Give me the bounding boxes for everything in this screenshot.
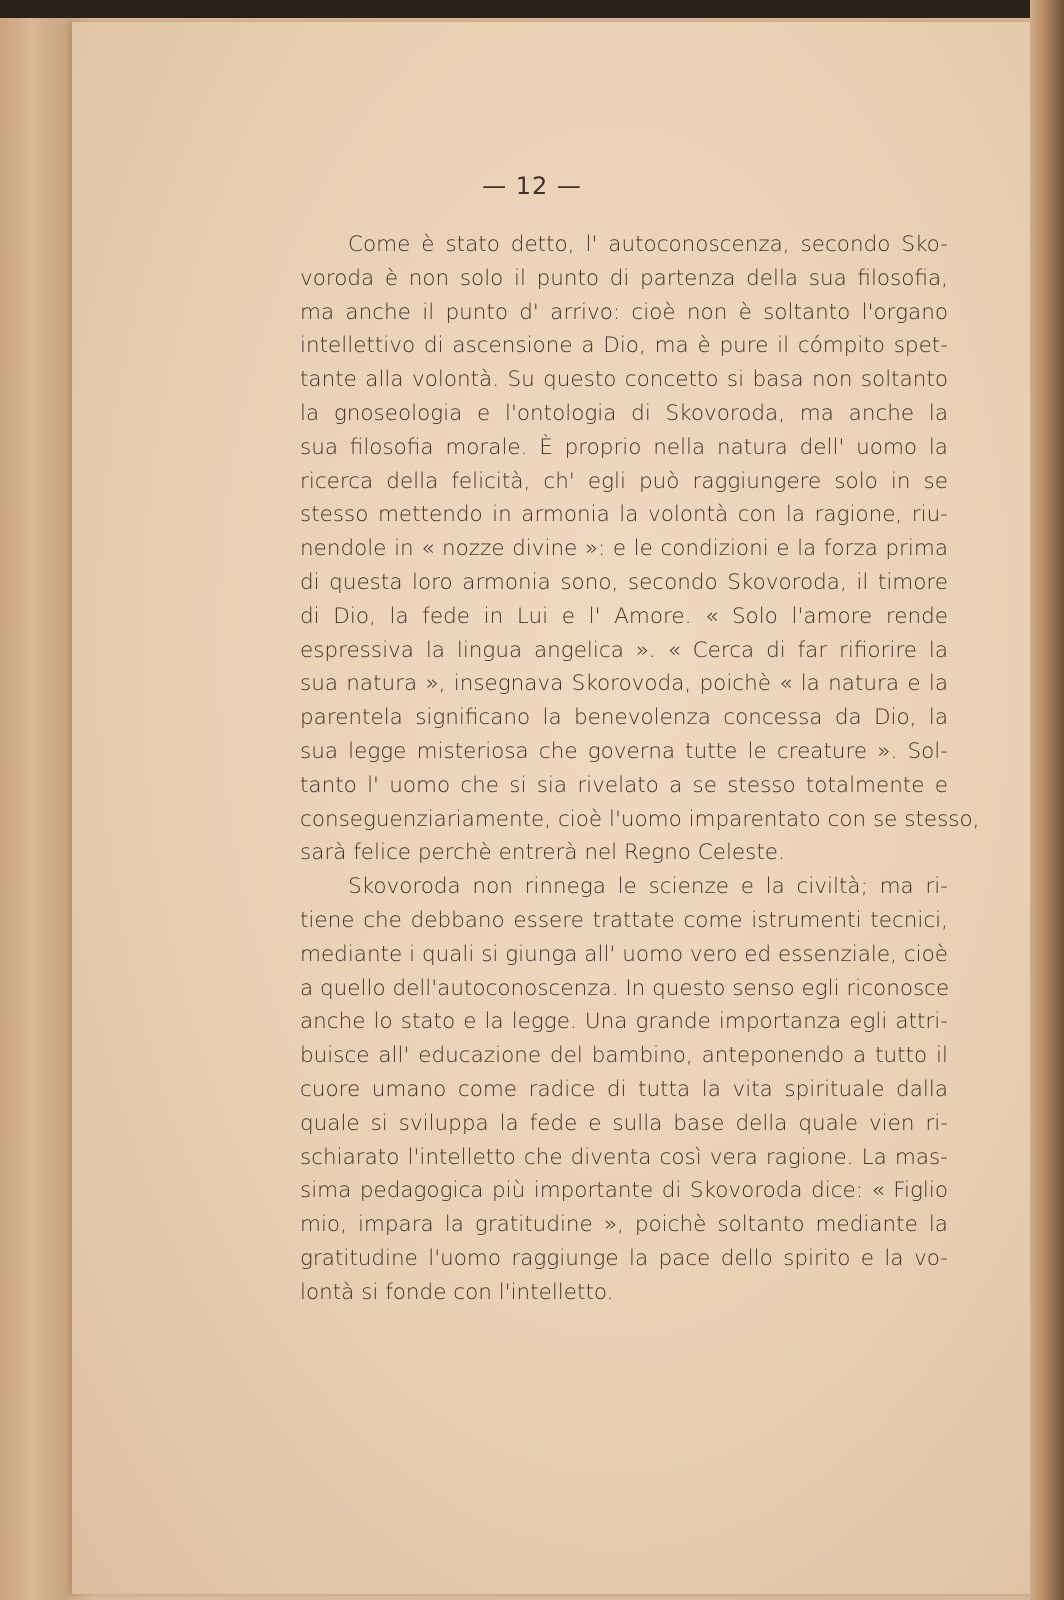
- text-line: buisce all' educazione del bambino, anteponendo a tutto il: [300, 1043, 948, 1069]
- text-line: anche lo stato e la legge. Una grande importanza egli attri-: [300, 1009, 948, 1035]
- text-line: cuore umano come radice di tutta la vita spirituale dalla: [300, 1076, 948, 1102]
- text-line: sima pedagogica più importante di Skovoroda dice: « Figlio: [300, 1178, 948, 1204]
- page-number: — 12 —: [482, 172, 582, 200]
- text-line: conseguenziariamente, cioè l'uomo imparentato con se stesso,: [300, 806, 980, 832]
- text-line: sarà felice perchè entrerà nel Regno Celeste.: [300, 840, 785, 866]
- text-line: Skovoroda non rinnega le scienze e la civiltà; ma ri-: [348, 874, 948, 900]
- text-line: di questa loro armonia sono, secondo Skovoroda, il timore: [300, 569, 948, 595]
- text-line: tante alla volontà. Su questo concetto si basa non soltanto: [300, 367, 948, 393]
- text-line: tanto l' uomo che si sia rivelato a se stesso totalmente e: [300, 772, 948, 798]
- body-text: [300, 228, 980, 1310]
- text-line: a quello dell'autoconoscenza. In questo senso egli riconosce: [300, 975, 950, 1001]
- text-line: la gnoseologia e l'ontologia di Skovoroda, ma anche la: [300, 400, 948, 426]
- text-line: intellettivo di ascensione a Dio, ma è pure il cómpito spet-: [300, 333, 948, 359]
- page-edge-shadow: [1030, 0, 1064, 1600]
- text-line: espressiva la lingua angelica ». « Cerca di far rifiorire la: [300, 637, 948, 663]
- text-line: quale si sviluppa la fede e sulla base della quale vien ri-: [300, 1110, 948, 1136]
- text-line: nendole in « nozze divine »: e le condizioni e la forza prima: [300, 536, 948, 562]
- text-line: lontà si fonde con l'intelletto.: [300, 1279, 614, 1305]
- text-line: sua filosofia morale. È proprio nella natura dell' uomo la: [300, 434, 948, 460]
- text-line: mediante i quali si giunga all' uomo vero ed essenziale, cioè: [300, 941, 948, 967]
- text-line: ricerca della felicità, ch' egli può raggiungere solo in se: [300, 468, 948, 494]
- text-line: ma anche il punto d' arrivo: cioè non è soltanto l'organo: [300, 299, 948, 325]
- text-line: Come è stato detto, l' autoconoscenza, secondo Sko-: [348, 232, 948, 257]
- text-line: schiarato l'intelletto che diventa così vera ragione. La mas-: [300, 1144, 948, 1170]
- text-line: sua natura », insegnava Skorovoda, poichè « la natura e la: [300, 671, 948, 697]
- text-line: tiene che debbano essere trattate come istrumenti tecnici,: [300, 907, 948, 933]
- paragraph-1: [300, 228, 980, 870]
- paragraph-2: [300, 870, 948, 1309]
- text-line: sua legge misteriosa che governa tutte le creature ». Sol-: [300, 738, 948, 764]
- text-line: parentela significano la benevolenza concessa da Dio, la: [300, 705, 948, 731]
- text-line: gratitudine l'uomo raggiunge la pace dello spirito e la vo-: [300, 1245, 948, 1271]
- text-line: mio, impara la gratitudine », poichè soltanto mediante la: [300, 1212, 948, 1238]
- text-line: voroda è non solo il punto di partenza della sua filosofia,: [300, 265, 948, 291]
- text-line: di Dio, la fede in Lui e l' Amore. « Solo l'amore rende: [300, 603, 948, 629]
- text-line: stesso mettendo in armonia la volontà con la ragione, riu-: [300, 502, 948, 528]
